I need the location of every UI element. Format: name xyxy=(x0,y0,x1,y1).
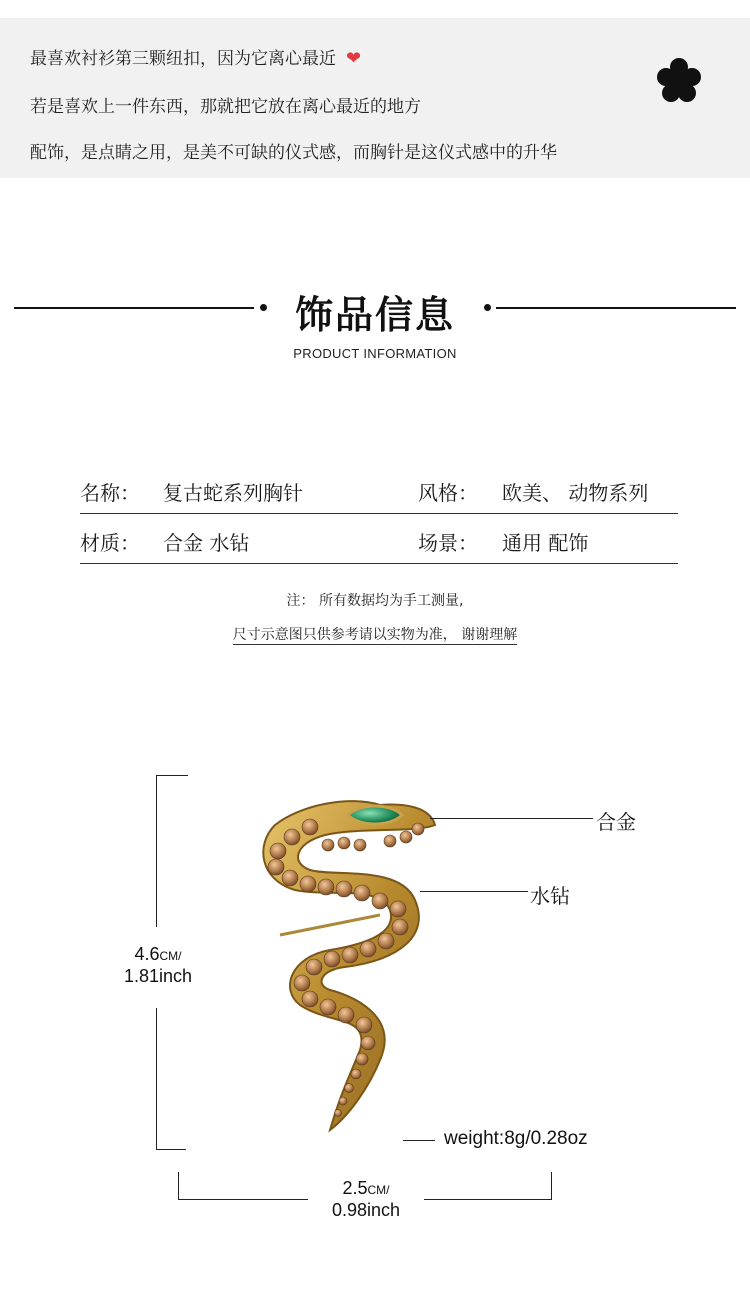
scene-label: 场景： xyxy=(418,531,478,555)
height-dim-line-top xyxy=(156,775,157,927)
material-label: 材质： xyxy=(80,531,140,555)
intro-banner xyxy=(0,18,750,178)
scene-value: 通用 配饰 xyxy=(502,531,589,555)
banner-line-2: 若是喜欢上一件东西，那就把它放在离心最近的地方 xyxy=(30,97,421,117)
height-dim-cap-bottom xyxy=(156,1149,186,1150)
style-value: 欧美、 动物系列 xyxy=(502,481,649,505)
snake-brooch-image xyxy=(240,785,460,1145)
note-line-2: 尺寸示意图只供参考请以实物为准， 谢谢理解 xyxy=(232,627,518,643)
style-label: 风格： xyxy=(418,481,478,505)
heading-dot-right xyxy=(484,304,491,311)
width-dim-line-right xyxy=(424,1199,552,1200)
note-line-1: 注： 所有数据均为手工测量, xyxy=(286,593,464,609)
banner-line-1: 最喜欢衬衫第三颗纽扣，因为它离心最近 ❤ xyxy=(30,48,362,69)
width-dim-cap-left xyxy=(178,1172,179,1200)
banner-line-3: 配饰，是点睛之用，是美不可缺的仪式感，而胸针是这仪式感中的升华 xyxy=(30,143,557,163)
section-title: 饰品信息 xyxy=(294,293,455,337)
width-label: 2.5CM/ 0.98inch xyxy=(331,1178,401,1220)
heart-icon: ❤ xyxy=(346,48,362,69)
name-label: 名称： xyxy=(80,481,140,505)
material-value: 合金 水钻 xyxy=(163,531,250,555)
rhinestone-callout-label: 水钻 xyxy=(530,884,570,908)
name-value: 复古蛇系列胸针 xyxy=(163,481,303,505)
height-label: 4.6CM/ 1.81inch xyxy=(123,944,193,986)
table-divider-1 xyxy=(80,513,678,514)
section-subtitle: PRODUCT INFORMATION xyxy=(293,346,457,361)
weight-label: weight:8g/0.28oz xyxy=(444,1128,588,1149)
table-divider-2 xyxy=(80,563,678,564)
rhinestone-callout-line xyxy=(420,891,528,892)
width-dim-line-left xyxy=(178,1199,308,1200)
alloy-callout-label: 合金 xyxy=(596,810,636,834)
flower-icon xyxy=(654,56,704,106)
width-dim-cap-right xyxy=(551,1172,552,1200)
alloy-callout-line xyxy=(430,818,593,819)
height-dim-line-bottom xyxy=(156,1008,157,1150)
weight-dash xyxy=(403,1140,435,1141)
height-dim-cap-top xyxy=(156,775,188,776)
heading-rule-right xyxy=(496,307,736,309)
